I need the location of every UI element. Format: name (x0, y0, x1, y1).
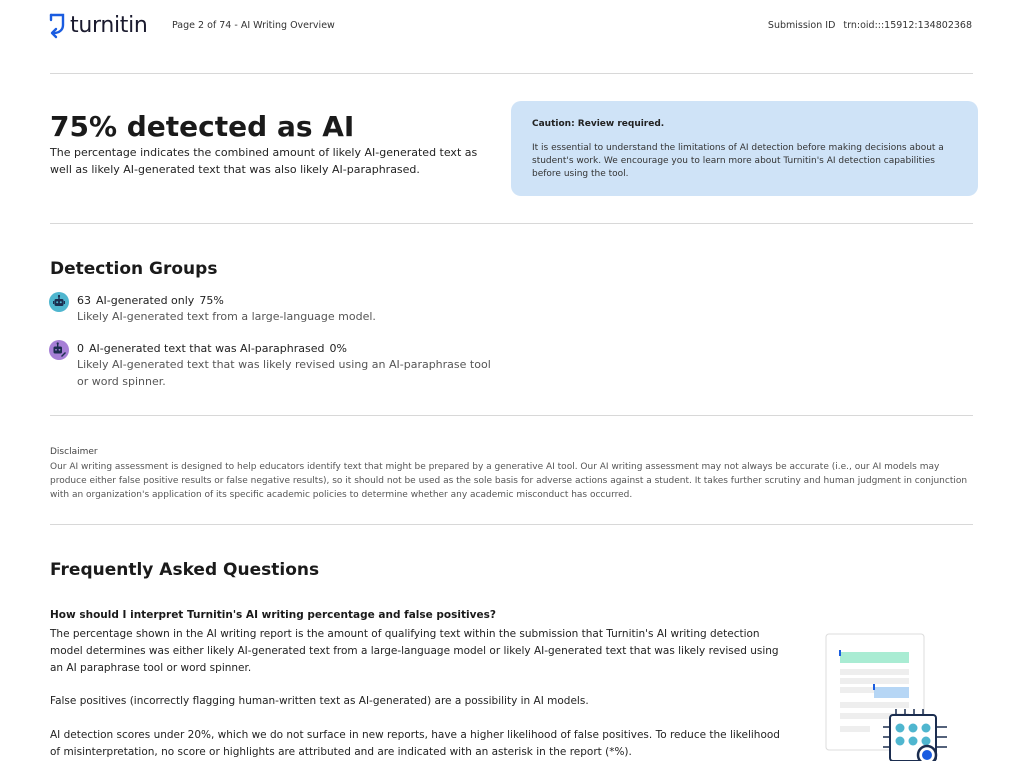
detection-group-ai-generated (49, 294, 497, 325)
faq-paragraph: False positives (incorrectly flagging human-written text as AI-generated) are a possibility in AI models. (50, 695, 589, 707)
detection-group-ai-paraphrased (49, 342, 497, 390)
group-count: 0 (77, 342, 84, 355)
group-percent: 0% (329, 342, 347, 355)
turnitin-logo-icon (48, 11, 66, 39)
caution-title: Caution: Review required. (532, 119, 665, 129)
group-percent: 75% (199, 294, 224, 307)
faq-paragraph: AI detection scores under 20%, which we do not surface in new reports, have a higher likelihood of false positives. To reduce the likelihood of misinterpretation, no score or highlights are attributed and are indicated with an asterisk in the report (*%). (50, 729, 780, 758)
divider (50, 73, 973, 74)
group-label: AI-generated text that was AI-paraphrased (89, 342, 325, 355)
faq-heading: Frequently Asked Questions (50, 560, 320, 580)
submission-id (768, 20, 972, 31)
disclaimer-body: Our AI writing assessment is designed to help educators identify text that might be prepared by a generative AI tool. Our AI writing assessment may not always be accurate (i.e., our AI models may produce either false positive results or false negative results), so it should not be used as the sole basis for adverse actions against a student. It takes further scrutiny and human judgment in conjunction with an organization's application of its specific academic policies to determine whether any academic misconduct has occurred. (50, 462, 968, 500)
group-count: 63 (77, 294, 91, 307)
ai-percentage-description: The percentage indicates the combined amount of likely AI-generated text as well as likely AI-generated text that was also likely AI-paraphrased. (50, 146, 478, 176)
submission-id-label: Submission ID (767, 20, 836, 31)
faq-paragraph: The percentage shown in the AI writing report is the amount of qualifying text within the submission that Turnitin's AI writing detection model determines was either likely AI-generated text from a large-language model or likely AI-generated text that was likely revised using an AI paraphrase tool or word spinner. (50, 628, 779, 674)
divider (50, 524, 973, 525)
turnitin-logo (48, 11, 148, 39)
brand-name: turnitin (70, 12, 148, 38)
robot-pen-icon (49, 340, 69, 360)
caution-body: It is essential to understand the limitations of AI detection before making decisions about a student's work. We encourage you to learn more about Turnitin's AI detection capabilities before using the tool. (532, 143, 944, 179)
divider (50, 415, 973, 416)
detection-groups-heading: Detection Groups (50, 259, 218, 279)
ai-percentage-title: 75% detected as AI (50, 110, 355, 143)
ai-document-illustration (823, 631, 953, 761)
disclaimer-title: Disclaimer (50, 447, 98, 457)
robot-icon (49, 292, 69, 312)
group-description: Likely AI-generated text that was likely revised using an AI-paraphrase tool or word spinner. (77, 358, 491, 388)
page-info: Page 2 of 74 - AI Writing Overview (172, 20, 335, 31)
divider (50, 223, 973, 224)
faq-question: How should I interpret Turnitin's AI writing percentage and false positives? (50, 609, 496, 621)
caution-box (511, 101, 978, 196)
submission-id-value: trn:oid:::15912:134802368 (843, 20, 972, 31)
group-label: AI-generated only (96, 294, 195, 307)
group-description: Likely AI-generated text from a large-language model. (77, 310, 376, 323)
